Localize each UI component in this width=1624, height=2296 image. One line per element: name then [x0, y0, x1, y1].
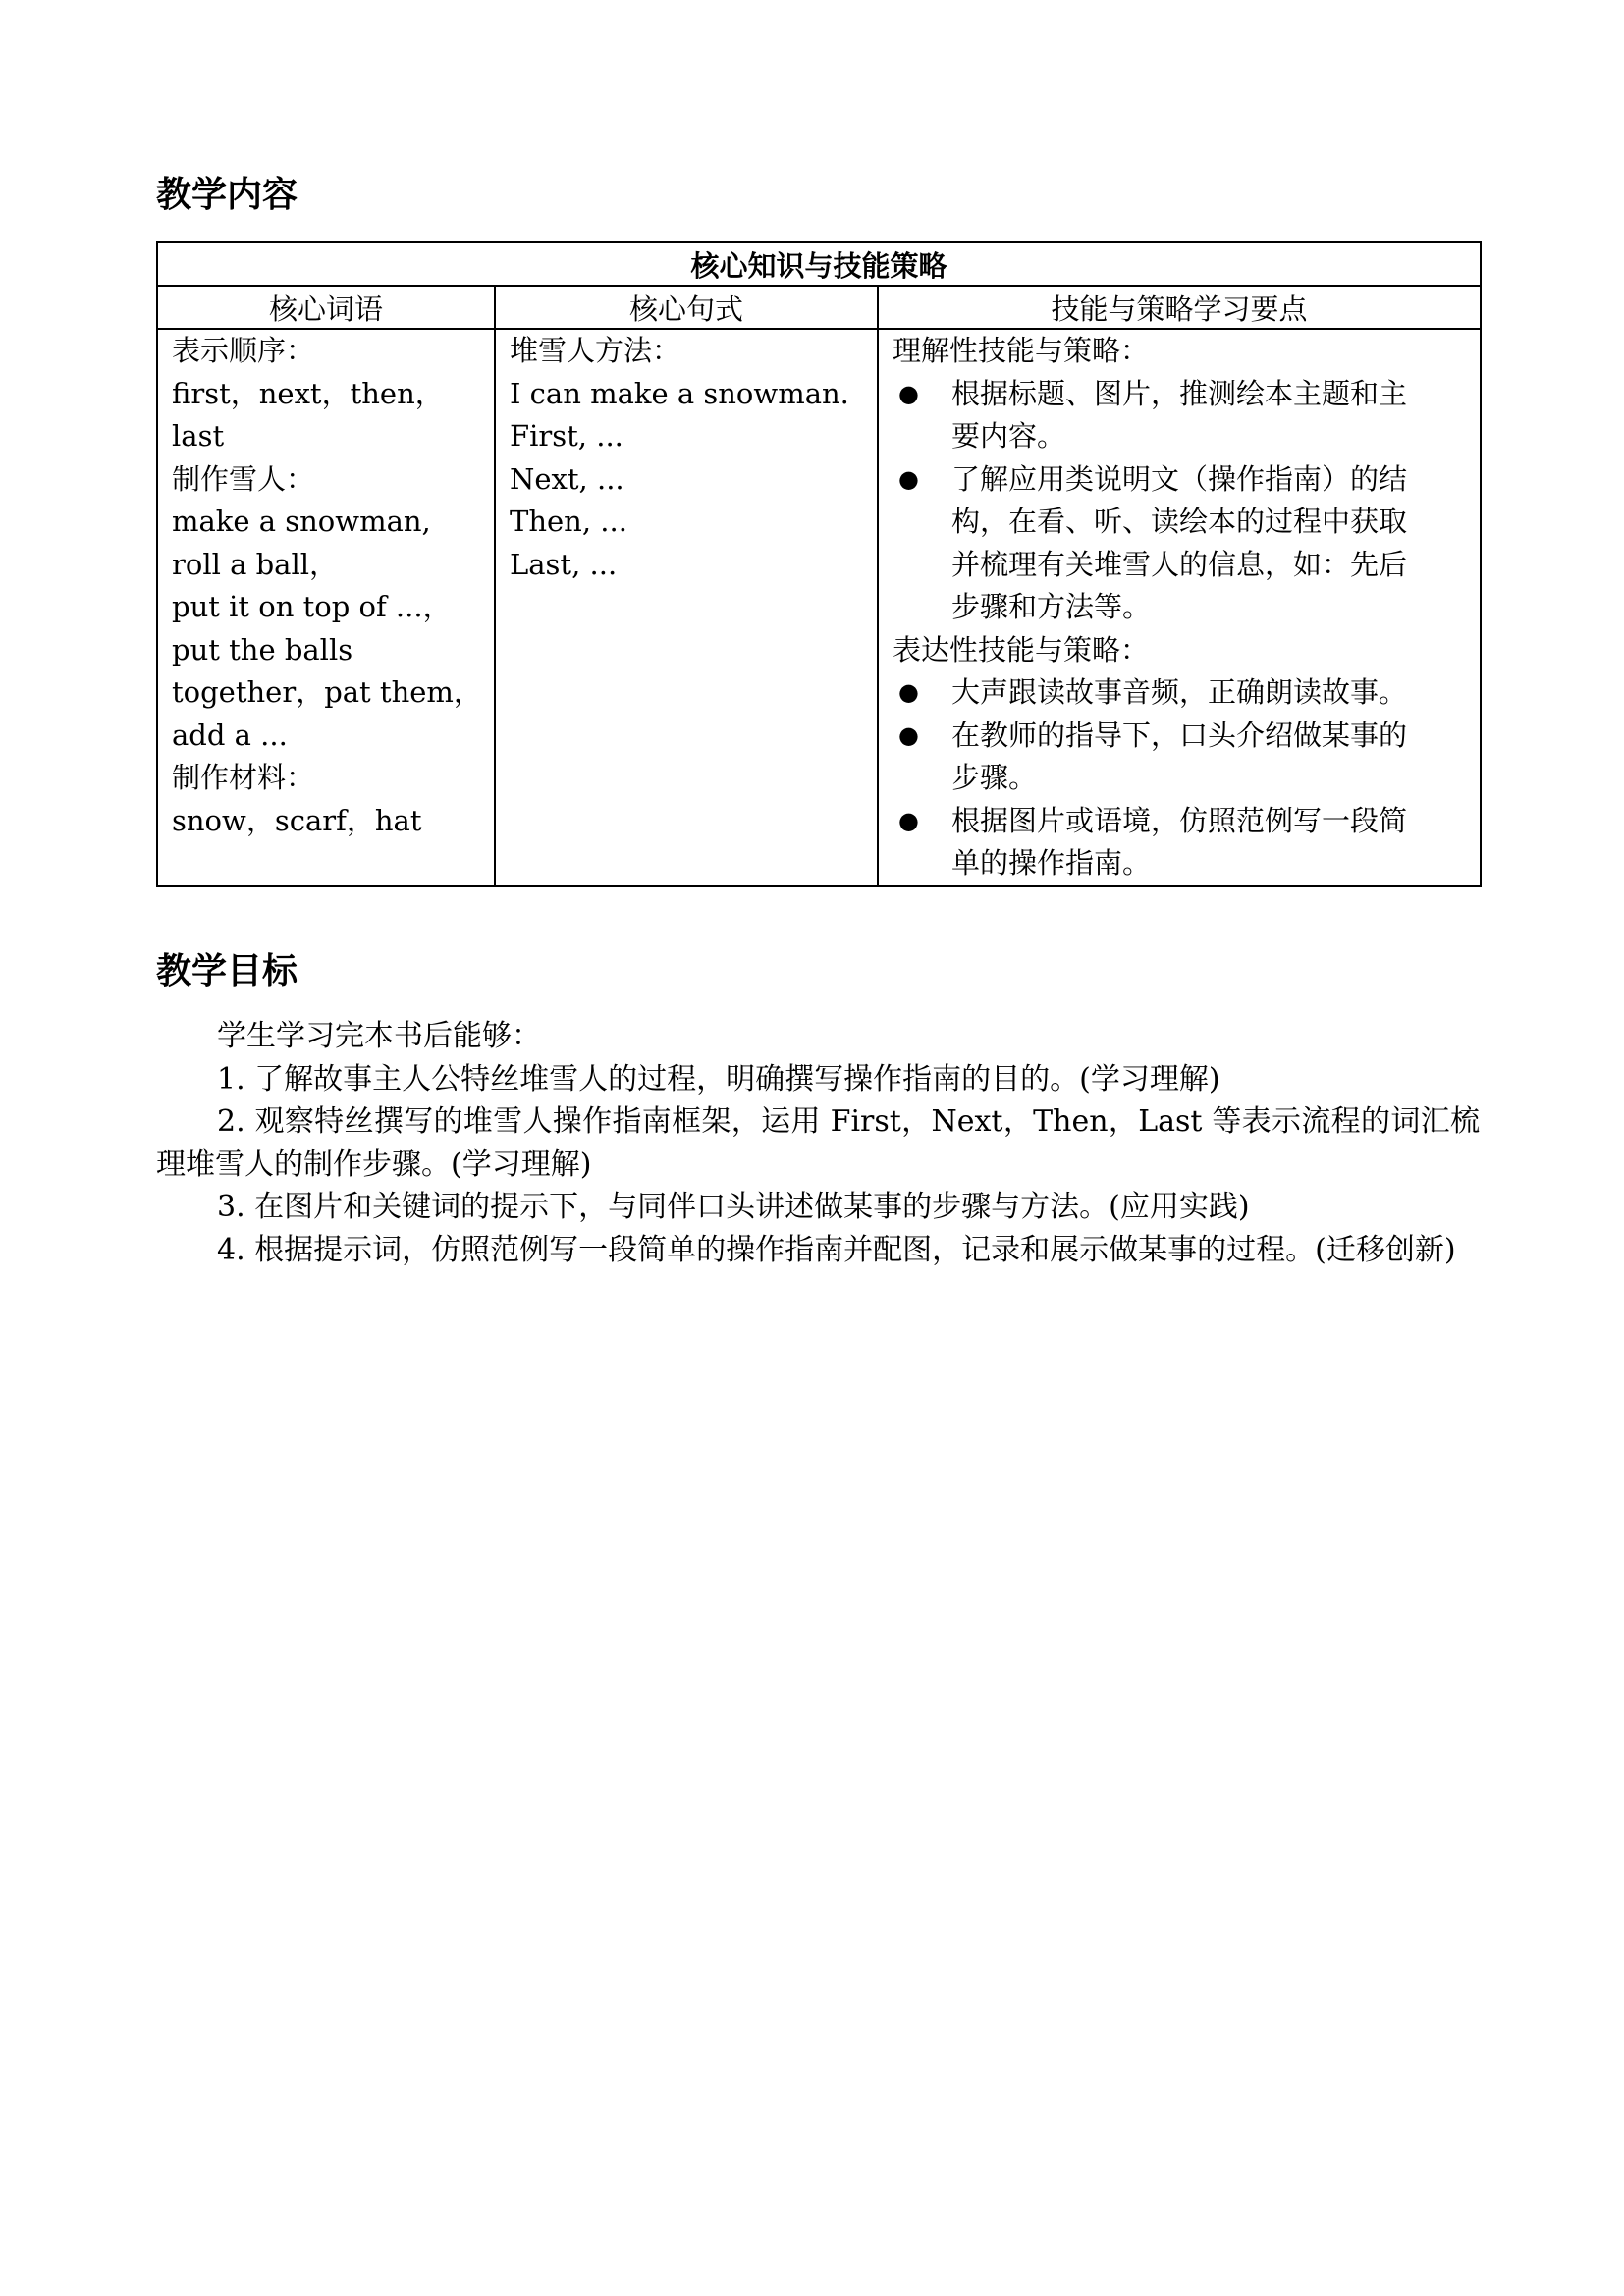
table-title: 核心知识与技能策略 [157, 242, 1481, 286]
goals-intro: 学生学习完本书后能够： [217, 1019, 541, 1053]
cell-skills-strategies [878, 329, 1481, 886]
sentences-line: Last, ... [510, 547, 618, 581]
goal-item: 1. 了解故事主人公特丝堆雪人的过程，明确撰写操作指南的目的。(学习理解) [217, 1061, 1220, 1096]
sentences-line: Next, ... [510, 461, 624, 496]
skills-bullet [893, 373, 1480, 458]
words-line: 表示顺序： [172, 334, 315, 367]
skills-subtitle-comprehension: 理解性技能与策略： [893, 334, 1150, 367]
teaching-goals [156, 1015, 1480, 1271]
bullet-line: ● 在教师的指导下，口头介绍做某事的 [951, 718, 1408, 752]
words-line: 制作材料： [172, 761, 315, 794]
bullet-line: ● 根据标题、图片，推测绘本主题和主 [951, 376, 1408, 410]
sentences-line: Then, ... [510, 505, 627, 538]
sentences-line: I can make a snowman. [510, 376, 849, 410]
sentences-line: First, ... [510, 419, 623, 453]
words-line: 制作雪人： [172, 461, 315, 496]
skills-bullet [893, 458, 1480, 629]
goal-item: 4. 根据提示词，仿照范例写一段简单的操作指南并配图，记录和展示做某事的过程。(迁移创新) [217, 1232, 1456, 1267]
bullet-line: 步骤。 [951, 761, 1038, 794]
sentences-line: 堆雪人方法： [510, 334, 681, 367]
bullet-line: 要内容。 [951, 419, 1066, 453]
skills-bullet [893, 800, 1480, 885]
column-header-sentences: 核心句式 [495, 286, 878, 329]
words-line: first，next，then， [172, 376, 444, 410]
column-header-skills: 技能与策略学习要点 [878, 286, 1481, 329]
bullet-line: 单的操作指南。 [951, 846, 1152, 880]
bullet-line: ● 根据图片或语境，仿照范例写一段简 [951, 803, 1408, 837]
goal-item: 2. 观察特丝撰写的堆雪人操作指南框架，运用 First，Next，Then，Last 等表示流程的词汇梳理堆雪人的制作步骤。(学习理解) [156, 1104, 1480, 1182]
skills-bullet [893, 671, 1480, 715]
bullet-line: 构，在看、听、读绘本的过程中获取 [951, 505, 1408, 538]
words-line: last [172, 419, 225, 453]
core-knowledge-table [156, 241, 1482, 887]
words-line: put it on top of ...， [172, 590, 452, 623]
bullet-line: 步骤和方法等。 [951, 590, 1152, 623]
bullet-line: ● 大声跟读故事音频，正确朗读故事。 [951, 675, 1408, 709]
cell-core-words [157, 329, 495, 886]
column-header-words: 核心词语 [157, 286, 495, 329]
bullet-line: 并梳理有关堆雪人的信息，如：先后 [951, 547, 1408, 581]
words-line: roll a ball， [172, 547, 339, 581]
section-heading-content: 教学内容 [156, 175, 298, 215]
cell-core-sentences [495, 329, 878, 886]
skills-bullet [893, 715, 1480, 800]
words-line: together，pat them， [172, 675, 482, 709]
skills-subtitle-expression: 表达性技能与策略： [893, 632, 1150, 667]
goal-item: 3. 在图片和关键词的提示下，与同伴口头讲述做某事的步骤与方法。(应用实践) [217, 1190, 1250, 1224]
section-heading-goals: 教学目标 [156, 951, 298, 991]
words-line: make a snowman, [172, 505, 431, 538]
words-line: add a ... [172, 718, 288, 752]
words-line: put the balls [172, 632, 353, 667]
words-line: snow，scarf，hat [172, 803, 422, 837]
bullet-line: ● 了解应用类说明文（操作指南）的结 [951, 461, 1408, 496]
